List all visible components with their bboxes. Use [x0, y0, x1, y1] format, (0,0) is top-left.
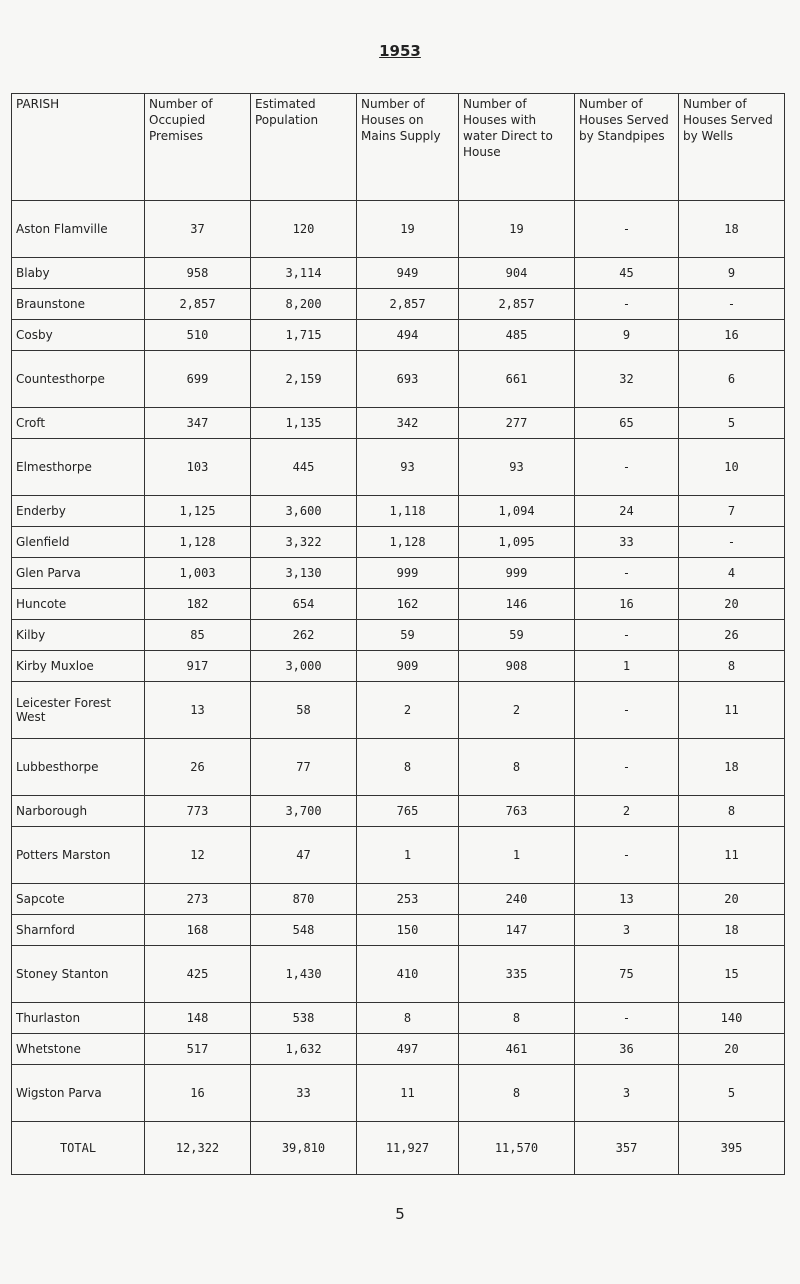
value-cell: 148: [145, 1003, 251, 1034]
value-cell: 2,857: [145, 289, 251, 320]
table-row: [12, 201, 785, 258]
value-cell: 16: [575, 589, 679, 620]
value-cell: 11: [679, 827, 785, 884]
column-header: PARISH: [12, 94, 145, 201]
value-cell: 425: [145, 946, 251, 1003]
value-cell: 20: [679, 1034, 785, 1065]
value-cell: 445: [251, 439, 357, 496]
table-row: [12, 258, 785, 289]
value-cell: 8: [357, 1003, 459, 1034]
value-cell: 904: [459, 258, 575, 289]
value-cell: -: [575, 682, 679, 739]
value-cell: 240: [459, 884, 575, 915]
value-cell: 2: [459, 682, 575, 739]
value-cell: 2,857: [357, 289, 459, 320]
parish-name-cell: Kirby Muxloe: [12, 651, 145, 682]
table-row: [12, 915, 785, 946]
value-cell: 510: [145, 320, 251, 351]
parish-name-cell: Whetstone: [12, 1034, 145, 1065]
table-row: [12, 1034, 785, 1065]
value-cell: 58: [251, 682, 357, 739]
value-cell: -: [679, 527, 785, 558]
value-cell: 18: [679, 201, 785, 258]
value-cell: 8: [679, 796, 785, 827]
parish-name-cell: Kilby: [12, 620, 145, 651]
table-row: [12, 527, 785, 558]
value-cell: 917: [145, 651, 251, 682]
value-cell: -: [575, 620, 679, 651]
value-cell: 1,125: [145, 496, 251, 527]
value-cell: 36: [575, 1034, 679, 1065]
table-row: [12, 1003, 785, 1034]
column-header: Number of Houses on Mains Supply: [357, 94, 459, 201]
value-cell: 19: [459, 201, 575, 258]
table-row: [12, 1065, 785, 1122]
value-cell: 8: [357, 739, 459, 796]
value-cell: 1,128: [357, 527, 459, 558]
value-cell: 765: [357, 796, 459, 827]
value-cell: 59: [459, 620, 575, 651]
value-cell: 277: [459, 408, 575, 439]
value-cell: 33: [575, 527, 679, 558]
value-cell: 8,200: [251, 289, 357, 320]
value-cell: 253: [357, 884, 459, 915]
parish-name-cell: Potters Marston: [12, 827, 145, 884]
value-cell: 32: [575, 351, 679, 408]
value-cell: 2,857: [459, 289, 575, 320]
value-cell: 538: [251, 1003, 357, 1034]
parish-name-cell: Enderby: [12, 496, 145, 527]
value-cell: 150: [357, 915, 459, 946]
total-value-cell: 11,927: [357, 1122, 459, 1175]
table-row: [12, 320, 785, 351]
parish-name-cell: Glenfield: [12, 527, 145, 558]
value-cell: 37: [145, 201, 251, 258]
value-cell: 335: [459, 946, 575, 1003]
value-cell: 9: [679, 258, 785, 289]
value-cell: -: [575, 289, 679, 320]
value-cell: 3,700: [251, 796, 357, 827]
table-row: [12, 289, 785, 320]
table-row: [12, 589, 785, 620]
value-cell: 168: [145, 915, 251, 946]
value-cell: 47: [251, 827, 357, 884]
value-cell: 548: [251, 915, 357, 946]
value-cell: 5: [679, 1065, 785, 1122]
column-header: Number of Houses Served by Wells: [679, 94, 785, 201]
value-cell: 273: [145, 884, 251, 915]
parish-name-cell: Cosby: [12, 320, 145, 351]
value-cell: 661: [459, 351, 575, 408]
total-value-cell: 12,322: [145, 1122, 251, 1175]
value-cell: 1,118: [357, 496, 459, 527]
value-cell: -: [679, 289, 785, 320]
value-cell: 20: [679, 589, 785, 620]
total-row: [12, 1122, 785, 1175]
value-cell: 949: [357, 258, 459, 289]
parish-name-cell: Glen Parva: [12, 558, 145, 589]
value-cell: 11: [357, 1065, 459, 1122]
value-cell: 494: [357, 320, 459, 351]
value-cell: 26: [145, 739, 251, 796]
value-cell: 11: [679, 682, 785, 739]
value-cell: 1,135: [251, 408, 357, 439]
value-cell: -: [575, 558, 679, 589]
table-row: [12, 739, 785, 796]
value-cell: -: [575, 1003, 679, 1034]
value-cell: -: [575, 201, 679, 258]
value-cell: 1,003: [145, 558, 251, 589]
value-cell: 262: [251, 620, 357, 651]
value-cell: 908: [459, 651, 575, 682]
value-cell: 485: [459, 320, 575, 351]
value-cell: 699: [145, 351, 251, 408]
value-cell: 2,159: [251, 351, 357, 408]
parish-name-cell: Croft: [12, 408, 145, 439]
value-cell: 4: [679, 558, 785, 589]
table-row: [12, 351, 785, 408]
value-cell: 3: [575, 1065, 679, 1122]
value-cell: 347: [145, 408, 251, 439]
value-cell: 1,715: [251, 320, 357, 351]
column-header: Estimated Population: [251, 94, 357, 201]
value-cell: 33: [251, 1065, 357, 1122]
table-body: [12, 201, 785, 1175]
value-cell: 9: [575, 320, 679, 351]
value-cell: 77: [251, 739, 357, 796]
value-cell: 763: [459, 796, 575, 827]
value-cell: 1: [459, 827, 575, 884]
value-cell: 19: [357, 201, 459, 258]
value-cell: 16: [145, 1065, 251, 1122]
value-cell: 342: [357, 408, 459, 439]
value-cell: 18: [679, 739, 785, 796]
value-cell: 120: [251, 201, 357, 258]
parish-name-cell: Braunstone: [12, 289, 145, 320]
value-cell: 93: [357, 439, 459, 496]
total-value-cell: 39,810: [251, 1122, 357, 1175]
value-cell: 870: [251, 884, 357, 915]
value-cell: 3,322: [251, 527, 357, 558]
total-label: TOTAL: [12, 1122, 145, 1175]
value-cell: 15: [679, 946, 785, 1003]
table-row: [12, 558, 785, 589]
value-cell: 1: [575, 651, 679, 682]
value-cell: 85: [145, 620, 251, 651]
value-cell: 93: [459, 439, 575, 496]
parish-name-cell: Narborough: [12, 796, 145, 827]
page-number: 5: [395, 1205, 405, 1223]
value-cell: 162: [357, 589, 459, 620]
value-cell: -: [575, 439, 679, 496]
value-cell: 1,632: [251, 1034, 357, 1065]
value-cell: 1: [357, 827, 459, 884]
value-cell: 13: [575, 884, 679, 915]
value-cell: 1,094: [459, 496, 575, 527]
table-row: [12, 827, 785, 884]
page-year: 1953: [379, 42, 421, 60]
parish-name-cell: Aston Flamville: [12, 201, 145, 258]
value-cell: 7: [679, 496, 785, 527]
total-value-cell: 357: [575, 1122, 679, 1175]
column-header: Number of Houses Served by Standpipes: [575, 94, 679, 201]
value-cell: 8: [679, 651, 785, 682]
parish-name-cell: Thurlaston: [12, 1003, 145, 1034]
value-cell: 773: [145, 796, 251, 827]
parish-name-cell: Lubbesthorpe: [12, 739, 145, 796]
water-supply-table: [11, 93, 785, 1175]
table-row: [12, 946, 785, 1003]
value-cell: 140: [679, 1003, 785, 1034]
parish-name-cell: Countesthorpe: [12, 351, 145, 408]
value-cell: 59: [357, 620, 459, 651]
table-row: [12, 651, 785, 682]
value-cell: 410: [357, 946, 459, 1003]
value-cell: 65: [575, 408, 679, 439]
parish-name-cell: Wigston Parva: [12, 1065, 145, 1122]
value-cell: 3,114: [251, 258, 357, 289]
value-cell: -: [575, 827, 679, 884]
value-cell: 24: [575, 496, 679, 527]
value-cell: 3,130: [251, 558, 357, 589]
table-row: [12, 439, 785, 496]
parish-name-cell: Sharnford: [12, 915, 145, 946]
value-cell: 461: [459, 1034, 575, 1065]
parish-name-cell: Sapcote: [12, 884, 145, 915]
value-cell: 146: [459, 589, 575, 620]
table-row: [12, 408, 785, 439]
value-cell: 75: [575, 946, 679, 1003]
parish-name-cell: Elmesthorpe: [12, 439, 145, 496]
table-row: [12, 620, 785, 651]
value-cell: 517: [145, 1034, 251, 1065]
total-value-cell: 11,570: [459, 1122, 575, 1175]
parish-name-cell: Blaby: [12, 258, 145, 289]
value-cell: 16: [679, 320, 785, 351]
value-cell: 909: [357, 651, 459, 682]
table-row: [12, 796, 785, 827]
value-cell: 654: [251, 589, 357, 620]
table-row: [12, 682, 785, 739]
value-cell: 1,095: [459, 527, 575, 558]
value-cell: 18: [679, 915, 785, 946]
total-value-cell: 395: [679, 1122, 785, 1175]
value-cell: 8: [459, 1003, 575, 1034]
parish-name-cell: Stoney Stanton: [12, 946, 145, 1003]
value-cell: 8: [459, 739, 575, 796]
value-cell: 2: [357, 682, 459, 739]
value-cell: 3: [575, 915, 679, 946]
table-row: [12, 496, 785, 527]
value-cell: 999: [357, 558, 459, 589]
parish-name-cell: Leicester Forest West: [12, 682, 145, 739]
column-header: Number of Occupied Premises: [145, 94, 251, 201]
value-cell: 2: [575, 796, 679, 827]
value-cell: 5: [679, 408, 785, 439]
value-cell: 10: [679, 439, 785, 496]
value-cell: 999: [459, 558, 575, 589]
value-cell: 3,000: [251, 651, 357, 682]
value-cell: -: [575, 739, 679, 796]
value-cell: 13: [145, 682, 251, 739]
value-cell: 26: [679, 620, 785, 651]
value-cell: 103: [145, 439, 251, 496]
value-cell: 8: [459, 1065, 575, 1122]
value-cell: 182: [145, 589, 251, 620]
value-cell: 1,430: [251, 946, 357, 1003]
header-row: [12, 94, 785, 201]
value-cell: 20: [679, 884, 785, 915]
value-cell: 497: [357, 1034, 459, 1065]
value-cell: 147: [459, 915, 575, 946]
value-cell: 45: [575, 258, 679, 289]
value-cell: 1,128: [145, 527, 251, 558]
value-cell: 12: [145, 827, 251, 884]
table-row: [12, 884, 785, 915]
value-cell: 3,600: [251, 496, 357, 527]
value-cell: 6: [679, 351, 785, 408]
value-cell: 958: [145, 258, 251, 289]
column-header: Number of Houses with water Direct to House: [459, 94, 575, 201]
value-cell: 693: [357, 351, 459, 408]
parish-name-cell: Huncote: [12, 589, 145, 620]
